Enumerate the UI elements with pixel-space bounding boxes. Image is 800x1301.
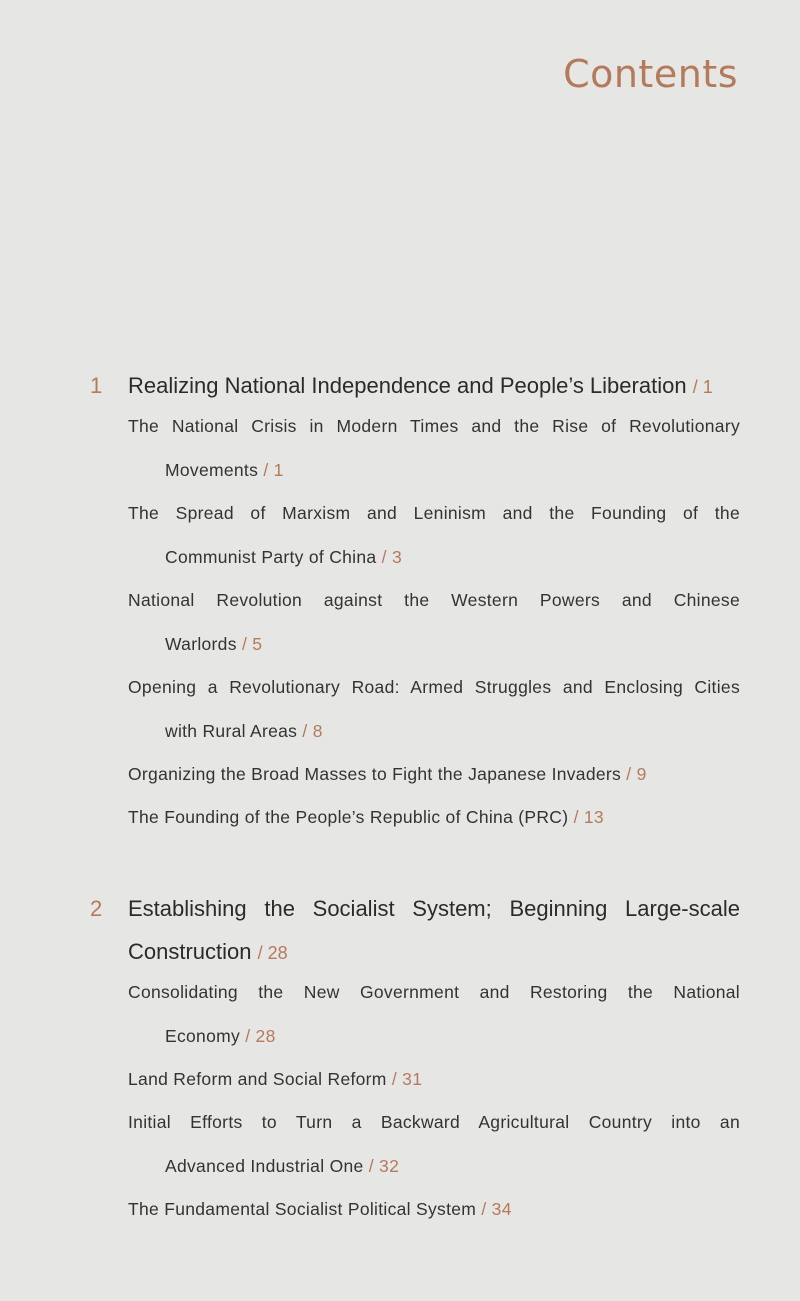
chapter-title[interactable] [128,887,740,975]
entry-title-text: The Founding of the People’s Republic of China (PRC) [128,807,569,827]
chapter-title-text: Establishing the Socialist System; Beginning Large-scale [128,896,740,921]
entry-title-text: with Rural Areas [165,720,298,741]
page-number: / 34 [481,1199,512,1219]
entry-title-line [128,1058,740,1102]
entry-title-line [128,796,740,840]
chapter-number: 2 [90,896,103,921]
entry-title-line: National Revolution against the Western Powers and Chinese [128,590,740,610]
entry-title-text: Land Reform and Social Reform [128,1069,387,1089]
toc-entry[interactable] [128,1058,740,1102]
page-title: Contents [563,52,738,96]
entry-title-line: Initial Efforts to Turn a Backward Agricultural Country into an [128,1112,740,1132]
entry-title-text: Communist Party of China [165,546,377,567]
entry-title-text: Warlords [165,633,237,654]
entry-title-continuation [128,536,740,580]
page-number: / 31 [391,1069,423,1089]
page-number: / 32 [368,1155,400,1176]
toc-entry[interactable] [128,796,740,840]
entry-title-line: The Spread of Marxism and Leninism and the Founding of the [128,503,740,523]
page-number: / 3 [381,546,402,567]
entry-title-text: Movements [165,459,259,480]
entry-title-continuation [128,623,740,667]
entry-title-line [128,753,740,797]
chapter-title-text: Realizing National Independence and People’s Liberation [128,373,687,398]
page-number: / 1 [263,459,284,480]
page-number: / 1 [692,377,713,397]
entry-title-line: The National Crisis in Modern Times and the Rise of Revolutionary [128,416,740,436]
entry-title-line: Opening a Revolutionary Road: Armed Struggles and Enclosing Cities [128,677,740,697]
entry-title-continuation [128,449,740,493]
entry-title-continuation [128,710,740,754]
chapter-title-continuation [128,930,740,975]
entry-title-line: Consolidating the New Government and Restoring the National [128,982,740,1002]
page-number: / 8 [302,720,323,741]
chapter-title[interactable] [128,364,740,409]
page-number: / 28 [257,943,288,963]
entry-title-continuation [128,1015,740,1059]
toc-entry[interactable] [128,405,740,492]
entry-title-line [128,1188,740,1232]
toc-entry[interactable] [128,666,740,753]
toc-entry[interactable] [128,1188,740,1232]
page-number: / 9 [626,764,647,784]
toc-entry[interactable] [128,971,740,1058]
entry-title-text: Economy [165,1025,241,1046]
toc-entry[interactable] [128,579,740,666]
entry-title-text: The Fundamental Socialist Political System [128,1199,477,1219]
page-number: / 5 [241,633,263,654]
page-number: / 13 [573,807,604,827]
entry-title-text: Organizing the Broad Masses to Fight the Japanese Invaders [128,764,622,784]
toc-entry[interactable] [128,1101,740,1188]
page-number: / 28 [245,1025,276,1046]
toc-entry[interactable] [128,753,740,797]
toc-entry[interactable] [128,492,740,579]
entry-title-text: Advanced Industrial One [165,1155,364,1176]
entry-title-continuation [128,1145,740,1189]
chapter-number: 1 [90,373,103,398]
chapter-title-text: Construction [128,939,252,964]
